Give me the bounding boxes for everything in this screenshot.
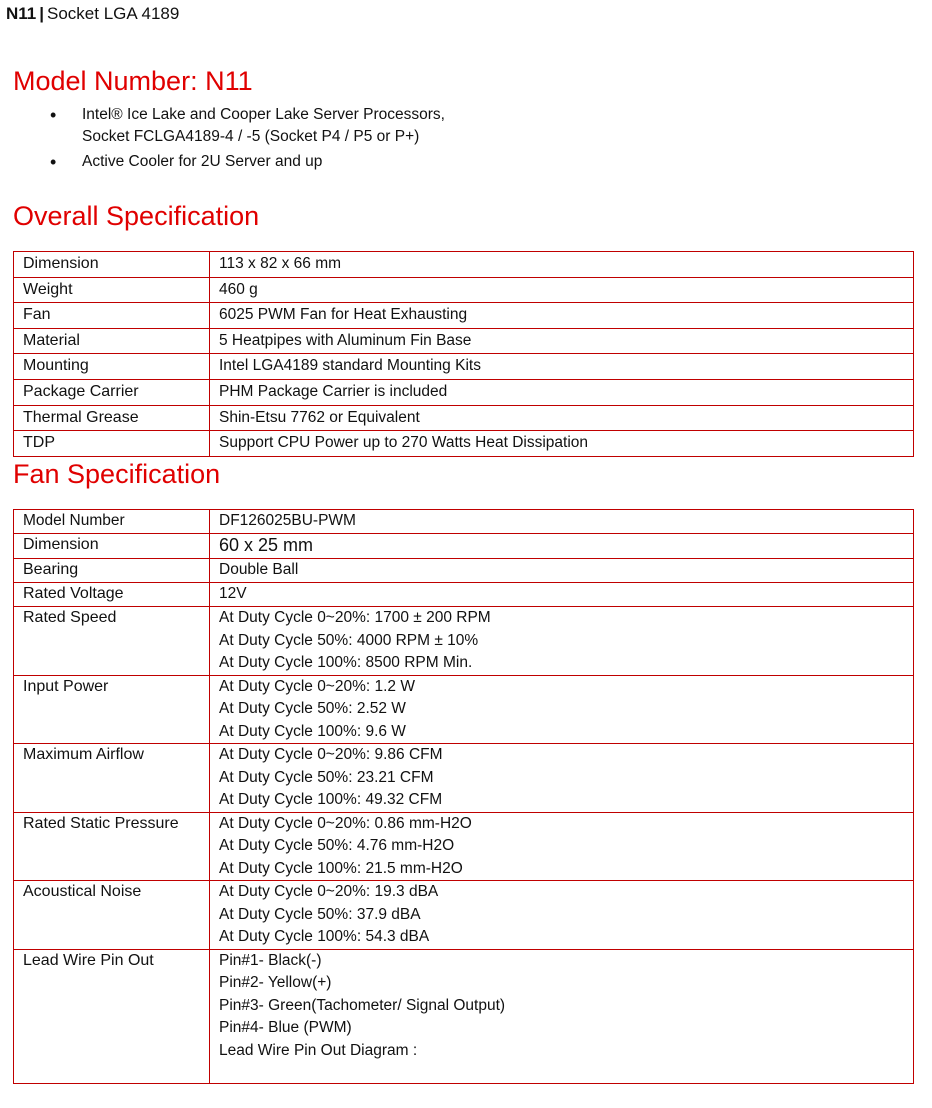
spec-key: Model Number	[14, 510, 210, 534]
spec-key: Package Carrier	[14, 379, 210, 405]
table-row	[14, 744, 914, 813]
feature-line: Active Cooler for 2U Server and up	[82, 153, 323, 170]
spec-line: Lead Wire Pin Out Diagram :	[219, 1041, 418, 1059]
table-row	[14, 607, 914, 676]
spec-line: At Duty Cycle 50%: 23.21 CFM	[219, 768, 434, 786]
spec-key: TDP	[14, 431, 210, 457]
spec-key: Lead Wire Pin Out	[14, 949, 210, 1083]
feature-item	[50, 104, 445, 148]
spec-line: At Duty Cycle 50%: 37.9 dBA	[219, 905, 421, 923]
table-row	[14, 405, 914, 431]
spec-key: Rated Speed	[14, 607, 210, 676]
spec-key: Thermal Grease	[14, 405, 210, 431]
spec-value	[210, 675, 914, 744]
spec-value	[210, 607, 914, 676]
spec-line: At Duty Cycle 100%: 54.3 dBA	[219, 928, 430, 945]
spec-key: Weight	[14, 277, 210, 303]
spec-value: Support CPU Power up to 270 Watts Heat Dissipation	[210, 431, 914, 457]
spec-key: Bearing	[14, 559, 210, 583]
spec-line: Pin#1- Black(-)	[219, 951, 322, 969]
table-row	[14, 379, 914, 405]
header-socket: Socket LGA 4189	[47, 4, 180, 23]
spec-value: DF126025BU-PWM	[210, 510, 914, 534]
header-separator: |	[39, 4, 45, 23]
spec-line: Pin#4- Blue (PWM)	[219, 1019, 352, 1036]
table-row	[14, 583, 914, 607]
table-row	[14, 675, 914, 744]
spec-line: Pin#3- Green(Tachometer/ Signal Output)	[219, 996, 506, 1014]
spec-line: At Duty Cycle 100%: 49.32 CFM	[219, 791, 443, 808]
table-row	[14, 431, 914, 457]
spec-key: Dimension	[14, 534, 210, 559]
spec-line: Pin#2- Yellow(+)	[219, 974, 332, 991]
spec-line: At Duty Cycle 0~20%: 0.86 mm-H2O	[219, 814, 472, 832]
table-row	[14, 328, 914, 354]
spec-line: At Duty Cycle 50%: 4.76 mm-H2O	[219, 837, 455, 854]
spec-key: Dimension	[14, 252, 210, 278]
fan-spec-heading: Fan Specification	[13, 459, 221, 489]
spec-key: Rated Static Pressure	[14, 812, 210, 881]
fan-spec-table	[13, 509, 914, 1084]
spec-key: Maximum Airflow	[14, 744, 210, 813]
spec-line: At Duty Cycle 0~20%: 9.86 CFM	[219, 746, 443, 763]
table-row	[14, 510, 914, 534]
spec-value: PHM Package Carrier is included	[210, 379, 914, 405]
table-row	[14, 812, 914, 881]
table-row	[14, 252, 914, 278]
spec-value: 113 x 82 x 66 mm	[210, 252, 914, 278]
overall-spec-table	[13, 251, 914, 457]
spec-value: 5 Heatpipes with Aluminum Fin Base	[210, 328, 914, 354]
overall-spec-heading: Overall Specification	[13, 201, 260, 231]
spec-value: 12V	[210, 583, 914, 607]
spec-value	[210, 812, 914, 881]
spec-value	[210, 881, 914, 950]
spec-line: At Duty Cycle 100%: 21.5 mm-H2O	[219, 859, 463, 877]
feature-item	[50, 151, 445, 173]
header-model: N11	[6, 4, 37, 23]
model-heading: Model Number: N11	[13, 66, 253, 96]
table-row	[14, 277, 914, 303]
spec-line: At Duty Cycle 100%: 9.6 W	[219, 722, 406, 740]
table-row	[14, 354, 914, 380]
feature-list	[50, 104, 445, 176]
spec-value: Intel LGA4189 standard Mounting Kits	[210, 354, 914, 380]
document-header	[6, 4, 179, 24]
spec-key: Rated Voltage	[14, 583, 210, 607]
spec-value	[210, 949, 914, 1083]
spec-key: Material	[14, 328, 210, 354]
spec-line: At Duty Cycle 100%: 8500 RPM Min.	[219, 654, 473, 671]
spec-value: Shin-Etsu 7762 or Equivalent	[210, 405, 914, 431]
spec-key: Input Power	[14, 675, 210, 744]
spec-value	[210, 744, 914, 813]
table-row	[14, 559, 914, 583]
spec-key: Fan	[14, 303, 210, 329]
spec-key: Acoustical Noise	[14, 881, 210, 950]
spec-line: At Duty Cycle 50%: 2.52 W	[219, 700, 406, 717]
spec-line: At Duty Cycle 0~20%: 19.3 dBA	[219, 883, 439, 900]
spec-key: Mounting	[14, 354, 210, 380]
spec-line: At Duty Cycle 0~20%: 1700 ± 200 RPM	[219, 609, 491, 626]
spec-value: 6025 PWM Fan for Heat Exhausting	[210, 303, 914, 329]
spec-value: 60 x 25 mm	[210, 534, 914, 559]
table-row	[14, 534, 914, 559]
feature-line: Intel® Ice Lake and Cooper Lake Server Processors,	[82, 106, 445, 123]
table-row	[14, 949, 914, 1083]
table-row	[14, 303, 914, 329]
spec-value: 460 g	[210, 277, 914, 303]
table-row	[14, 881, 914, 950]
feature-line: Socket FCLGA4189-4 / -5 (Socket P4 / P5 or P+)	[82, 128, 420, 145]
spec-value: Double Ball	[210, 559, 914, 583]
spec-line: At Duty Cycle 50%: 4000 RPM ± 10%	[219, 631, 479, 649]
spec-line: At Duty Cycle 0~20%: 1.2 W	[219, 677, 415, 695]
